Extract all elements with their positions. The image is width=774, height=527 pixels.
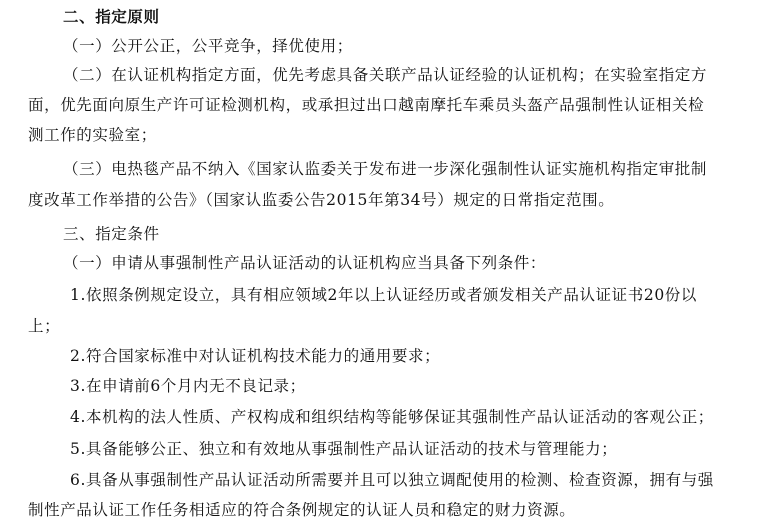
section3-paragraph-1: （一）申请从事强制性产品认证活动的认证机构应当具备下列条件： bbox=[63, 254, 547, 272]
condition-item-1-line-1: 1.依照条例规定设立，具有相应领域2年以上认证经历或者颁发相关产品认证证书20份以 bbox=[70, 286, 697, 304]
section2-paragraph-3-line-2: 度改革工作举措的公告》（国家认监委公告2015年第34号）规定的日常指定范围。 bbox=[28, 191, 615, 209]
condition-item-6-line-1: 6.具备从事强制性产品认证活动所需要并且可以独立调配使用的检测、检查资源，拥有与强 bbox=[70, 471, 714, 489]
section2-paragraph-2-line-1: （二）在认证机构指定方面，优先考虑具备关联产品认证经验的认证机构；在实验室指定方 bbox=[63, 66, 708, 84]
condition-item-1-line-2: 上； bbox=[28, 317, 61, 335]
condition-item-5: 5.具备能够公正、独立和有效地从事强制性产品认证活动的技术与管理能力； bbox=[70, 440, 618, 458]
condition-item-3: 3.在申请前6个月内无不良记录； bbox=[70, 377, 306, 395]
section2-paragraph-3-line-1: （三）电热毯产品不纳入《国家认监委关于发布进一步深化强制性认证实施机构指定审批制 bbox=[63, 160, 708, 178]
section2-paragraph-1: （一）公开公正，公平竞争，择优使用； bbox=[63, 37, 353, 55]
condition-item-4: 4.本机构的法人性质、产权构成和组织结构等能够保证其强制性产品认证活动的客观公正； bbox=[70, 408, 714, 426]
section2-paragraph-2-line-2: 面，优先面向原生产许可证检测机构，或承担过出口越南摩托车乘员头盔产品强制性认证相关检 bbox=[28, 96, 705, 114]
condition-item-6-line-2: 制性产品认证工作任务相适应的符合条例规定的认证人员和稳定的财力资源。 bbox=[28, 501, 576, 519]
section2-title: 二、指定原则 bbox=[63, 7, 160, 26]
condition-item-2: 2.符合国家标准中对认证机构技术能力的通用要求； bbox=[70, 347, 441, 365]
section3-title: 三、指定条件 bbox=[63, 225, 160, 243]
section2-paragraph-2-line-3: 测工作的实验室； bbox=[28, 126, 157, 144]
